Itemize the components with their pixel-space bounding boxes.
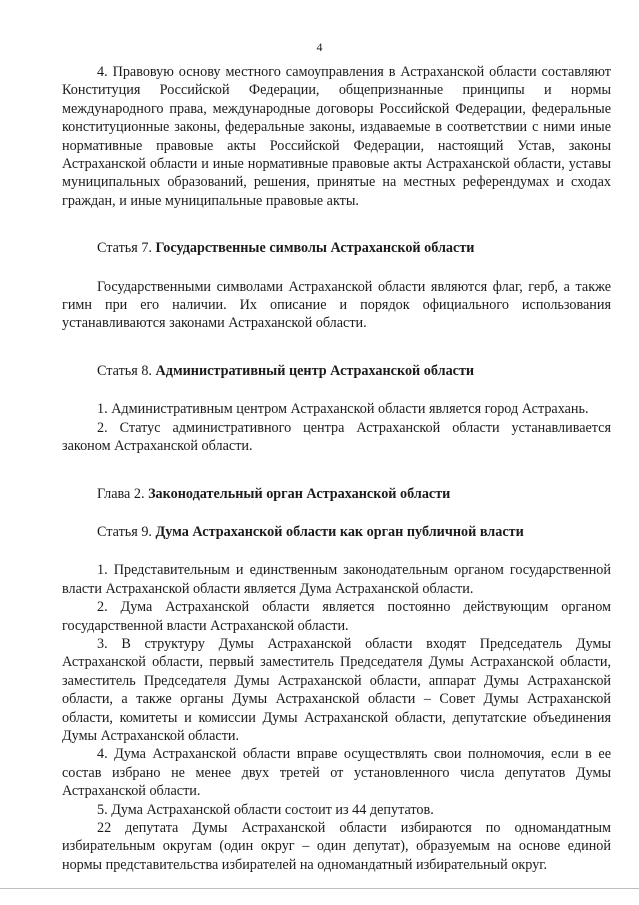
article-9-prefix: Статья 9. xyxy=(97,523,156,540)
article-9-item-3: 3. В структуру Думы Астраханской области входят Председатель Думы Астраханской области, первый заместитель Председателя Думы Астраханской области, заместитель Председателя Думы Астраханской области, аппарат Думы Астраханской области, а также органы Думы Астраханской области – Совет Думы Астраханской области, комитеты и комиссии Думы Астраханской области, депутатские объединения Думы Астраханской области. xyxy=(62,635,611,744)
article-8-heading xyxy=(62,362,611,380)
article-7-heading xyxy=(62,239,611,257)
chapter-2-heading xyxy=(62,485,611,503)
article-8-item-2: 2. Статус административного центра Астраханской области устанавливается законом Астраханской области. xyxy=(62,419,611,455)
article-7-text: Государственными символами Астраханской области являются флаг, герб, а также гимн при его наличии. Их описание и порядок официального использования устанавливаются законами Астраханской области. xyxy=(62,278,611,332)
article-8-item-1: 1. Административным центром Астраханской области является город Астрахань. xyxy=(97,401,589,418)
chapter-2-prefix: Глава 2. xyxy=(97,485,149,502)
article-9-title: Дума Астраханской области как орган публичной власти xyxy=(155,523,524,540)
article-9-item-4: 4. Дума Астраханской области вправе осуществлять свои полномочия, если в ее состав избрано не менее двух третей от установленного числа депутатов Думы Астраханской области. xyxy=(62,746,611,800)
page-number: 4 xyxy=(316,40,323,54)
article-7-title: Государственные символы Астраханской области xyxy=(155,240,475,257)
article-8-title: Административный центр Астраханской области xyxy=(155,362,475,379)
page-bottom-edge xyxy=(0,888,639,889)
chapter-2-title: Законодательный орган Астраханской области xyxy=(148,485,451,502)
article-9-item-6: 22 депутата Думы Астраханской области избираются по одномандатным избирательным округам (один округ – один депутат), образуемым на основе единой нормы представительства избирателей на одномандатный избирательный округ. xyxy=(62,820,611,873)
article-9-heading xyxy=(62,523,611,541)
article-8-prefix: Статья 8. xyxy=(97,362,156,379)
document-body xyxy=(62,63,611,874)
article-9-item-1: 1. Представительным и единственным законодательным органом государственной власти Астраханской области является Дума Астраханской области. xyxy=(62,562,611,597)
article-7-prefix: Статья 7. xyxy=(97,240,156,257)
article-9-item-2: 2. Дума Астраханской области является постоянно действующим органом государственной власти Астраханской области. xyxy=(62,599,611,634)
article-9-item-5: 5. Дума Астраханской области состоит из 44 депутатов. xyxy=(97,801,434,818)
paragraph-legal-basis: 4. Правовую основу местного самоуправления в Астраханской области составляют Конституция Российской Федерации, общепризнанные принципы и нормы международного права, международные договоры Российской Федерации, федеральные конституционные законы, федеральные законы, издаваемые в соответствии с ними иные нормативные правовые акты Российской Федерации, настоящий Устав, законы Астраханской области и иные нормативные правовые акты Астраханской области, уставы муниципальных образований, решения, принятые на местных референдумах и сходах граждан, и иные муниципальные правовые акты. xyxy=(62,64,611,209)
